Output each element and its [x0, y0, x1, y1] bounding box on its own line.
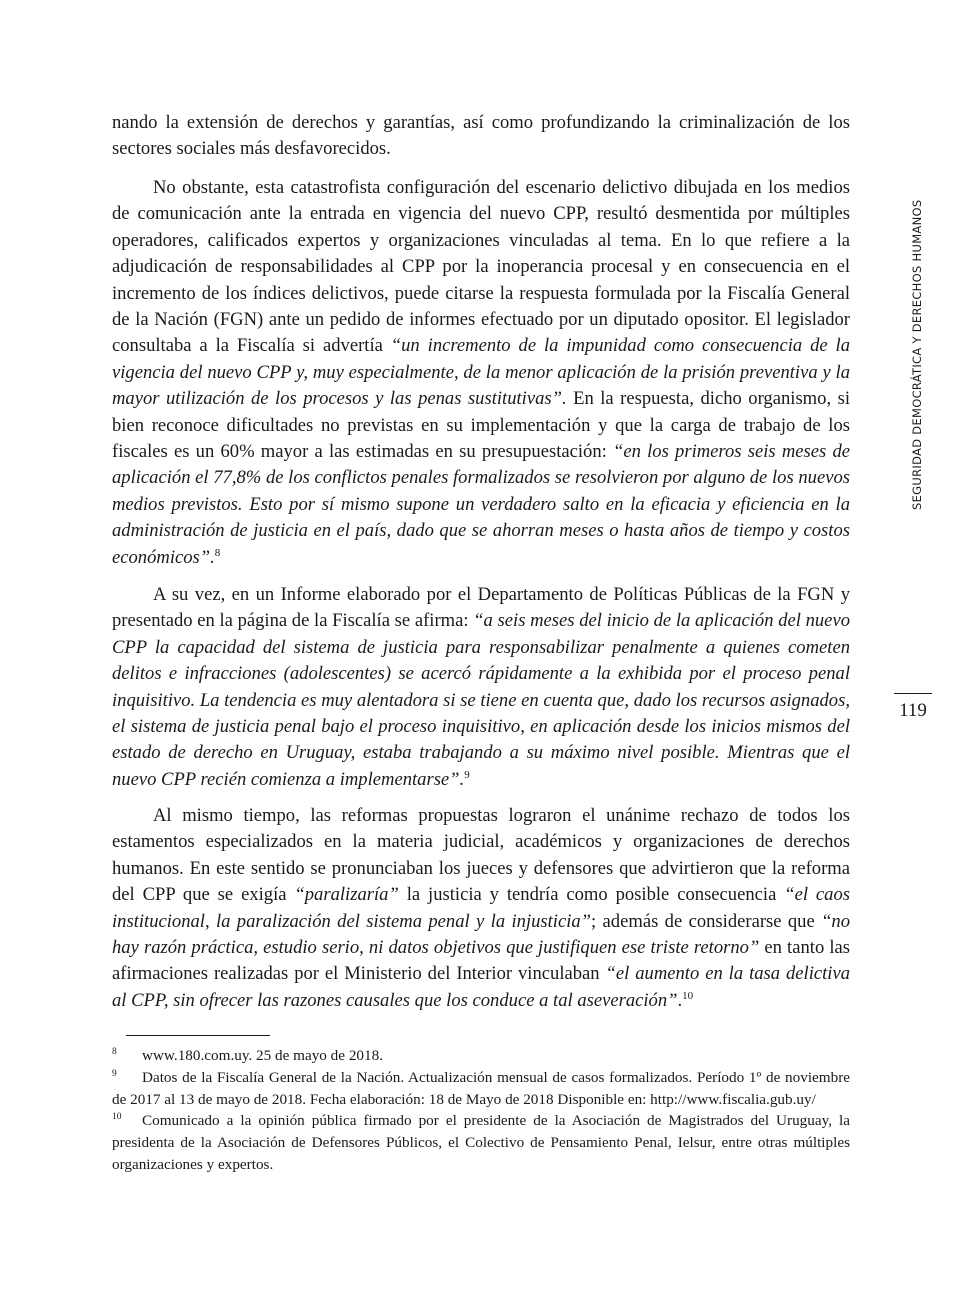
- paragraph-4: [112, 803, 850, 1014]
- paragraph-3: [112, 582, 850, 793]
- paragraph-2-text-a: No obstante, esta catastrofista configuración del escenario delictivo dibujada en los medios de comunicación ante la entrada en vigencia del nuevo CPP, resultó desmentida por múltiples operadores, calificados expertos y organizaciones vinculadas al tema. En lo que refiere a la adjudicación de responsabilidades al CPP por la inoperancia procesal y en consecuencia en el incremento de los índices delictivos, puede citarse la respuesta formulada por la Fiscalía General de la Nación (FGN) ante un pedido de informes efectuado por un diputado opositor. El legislador consultaba a la Fiscalía si advertía: [112, 177, 850, 357]
- footnote-8: [112, 1045, 850, 1067]
- footnote-text: Datos de la Fiscalía General de la Nación. Actualización mensual de casos formalizados. Período 1º de noviembre de 2017 al 13 de mayo de 2018. Fecha elaboración: 18 de Mayo de 2018 Disponible en: http://www.fiscalia.gub.uy/: [112, 1068, 850, 1108]
- footnote-separator: [126, 1035, 270, 1036]
- footnote-ref-10[interactable]: 10: [682, 989, 694, 1002]
- footnote-9: [112, 1067, 850, 1111]
- paragraph-4-text-a: Al mismo tiempo, las reformas propuestas lograron el unánime rechazo de todos los estamentos especializados en la materia judicial, académicos y organizaciones de derechos humanos. En este sentido se pronunciaban los jueces y defensores que advirtieron que la reforma del CPP que se exigía: [112, 805, 850, 906]
- footnote-10: [112, 1110, 850, 1175]
- paragraph-4-text-c: ; además de considerarse que: [591, 910, 822, 932]
- paragraph-4-quote-a: “paralizaría”: [294, 884, 399, 906]
- page-number: 119: [899, 700, 927, 721]
- footnote-number: 8: [112, 1047, 117, 1057]
- footnote-number: 10: [112, 1112, 122, 1123]
- running-header-vertical: SEGURIDAD DEMOCRÁTICA Y DERECHOS HUMANOS: [910, 199, 924, 510]
- footnote-ref-9[interactable]: 9: [464, 768, 470, 781]
- footnotes: [112, 1045, 850, 1176]
- page-number-rule: [894, 693, 932, 694]
- footnote-text: Comunicado a la opinión pública firmado por el presidente de la Asociación de Magistrados del Uruguay, la presidenta de la Asociación de Defensores Públicos, el Colectivo de Pensamiento Penal, Ielsur, entre otras múltiples organizaciones y expertos.: [112, 1112, 850, 1173]
- paragraph-2: [112, 175, 850, 571]
- paragraph-2-quote-a: “un incremento de la impunidad como consecuencia de la vigencia del nuevo CPP y, muy especialmente, de la menor aplicación de la prisión preventiva y la mayor utilización de los procesos y las penas sustitutivas”.: [112, 335, 850, 410]
- paragraph-4-quote-c: “no hay razón práctica, estudio serio, ni datos objetivos que justifiquen ese triste retorno”: [112, 910, 851, 959]
- paragraph-1: [112, 110, 850, 163]
- paragraph-3-quote-a: “a seis meses del inicio de la aplicación del nuevo CPP la capacidad del sistema de justicia para responsabilizar penalmente a quienes cometen delitos e infracciones (adolescentes) se acercó rápidamente a la exhibida por el proceso penal inquisitivo. La tendencia es muy alentadora si se tiene en cuenta que, dado los recursos asignados, el sistema de justicia penal bajo el proceso inquisitivo, en aplicación desde los inicios mismos del estado de derecho en Uruguay, estaba trabajando a su máximo nivel posible. Mientras que el nuevo CPP recién comienza a implementarse”.: [112, 610, 850, 790]
- paragraph-2-quote-b: “en los primeros seis meses de aplicación el 77,8% de los conflictos penales formalizados se resolvieron por alguno de los nuevos medios previstos. Esto por sí mismo supone un verdadero salto en la eficacia y eficiencia en la administración de justicia en el país, dado que se ahorran meses o hasta años de tiempo y costos económicos”.: [112, 441, 850, 568]
- paragraph-2-text-b: En la respuesta, dicho organismo, si bien reconoce dificultades no previstas en su implementación y que la carga de trabajo de los fiscales es un 60% mayor a las estimadas en su presupuestación:: [112, 388, 850, 463]
- paragraph-4-text-d: en tanto las afirmaciones realizadas por el Ministerio del Interior vinculaban: [112, 937, 851, 985]
- paragraph-4-quote-d: “el aumento en la tasa delictiva al CPP, sin ofrecer las razones causales que los conduce a tal aseveración”: [112, 963, 851, 1011]
- paragraph-1-text: nando la extensión de derechos y garantías, así como profundizando la criminalización de los sectores sociales más desfavorecidos.: [112, 112, 850, 160]
- paragraph-4-text-e: .: [677, 989, 683, 1011]
- footnote-ref-8[interactable]: 8: [214, 546, 221, 559]
- footnote-number: 9: [112, 1068, 117, 1079]
- paragraph-4-quote-b: “el caos institucional, la paralización del sistema penal y la injusticia”: [112, 884, 850, 932]
- footnote-text: www.180.com.uy. 25 de mayo de 2018.: [142, 1047, 383, 1064]
- paragraph-4-text-b: la justicia y tendría como posible consecuencia: [398, 884, 785, 906]
- paragraph-3-text-a: A su vez, en un Informe elaborado por el Departamento de Políticas Públicas de la FGN y presentado en la página de la Fiscalía se afirma:: [112, 584, 850, 632]
